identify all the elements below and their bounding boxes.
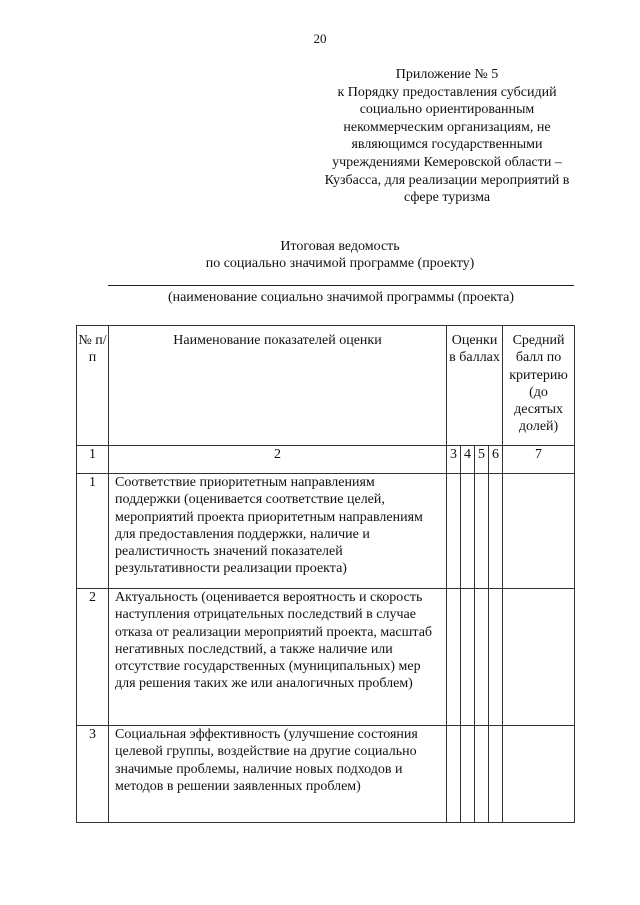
- appendix-line: являющимся государственными: [351, 137, 543, 153]
- program-name-line: [108, 285, 574, 286]
- score-cell[interactable]: [489, 474, 503, 589]
- appendix-line: некоммерческим организациям, не: [343, 119, 551, 135]
- appendix-line: Приложение № 5: [395, 67, 499, 82]
- column-number: 5: [475, 446, 489, 474]
- table-row: [77, 474, 575, 589]
- header-average: Средний балл по критерию (до десятых долей): [503, 326, 575, 446]
- title-line-2: по социально значимой программе (проекту): [205, 256, 475, 271]
- row-indicator: Актуальность (оценивается вероятность и скорость наступления отрицательных последствий в случае отказа от реализации мероприятий проекта, масштаб негативных последствий, а также наличие или отсутствие государственных (муниципальных) мер для решения таких же или аналогичных проблем): [109, 589, 447, 726]
- row-number: 1: [77, 474, 109, 589]
- header-scores: Оценки в баллах: [447, 326, 503, 446]
- average-cell[interactable]: [503, 474, 575, 589]
- score-cell[interactable]: [461, 726, 475, 823]
- evaluation-table: [76, 325, 575, 823]
- column-number: 7: [503, 446, 575, 474]
- header-indicator: Наименование показателей оценки: [109, 326, 447, 446]
- header-num: № п/п: [77, 326, 109, 446]
- average-cell[interactable]: [503, 589, 575, 726]
- table-row: [77, 726, 575, 823]
- score-cell[interactable]: [461, 474, 475, 589]
- score-cell[interactable]: [447, 474, 461, 589]
- appendix-line: сфере туризма: [403, 190, 491, 206]
- appendix-line: учреждениями Кемеровской области –: [332, 154, 562, 170]
- score-cell[interactable]: [447, 726, 461, 823]
- score-cell[interactable]: [475, 474, 489, 589]
- column-number: 2: [109, 446, 447, 474]
- average-cell[interactable]: [503, 726, 575, 823]
- column-number: 1: [77, 446, 109, 474]
- score-cell[interactable]: [489, 589, 503, 726]
- page-number: 20: [313, 31, 327, 46]
- appendix-line: социально ориентированным: [359, 102, 535, 118]
- row-number: 2: [77, 589, 109, 726]
- score-cell[interactable]: [461, 589, 475, 726]
- score-cell[interactable]: [475, 726, 489, 823]
- document-title: [0, 238, 640, 272]
- table-row: [77, 589, 575, 726]
- appendix-line: к Порядку предоставления субсидий: [337, 84, 557, 100]
- score-cell[interactable]: [447, 589, 461, 726]
- score-cell[interactable]: [475, 589, 489, 726]
- column-number: 3: [447, 446, 461, 474]
- program-name-caption: (наименование социально значимой программы (проекта): [167, 290, 515, 305]
- row-indicator: Социальная эффективность (улучшение состояния целевой группы, воздействие на другие социально значимые проблемы, наличие новых подходов и методов в решении заявленных проблем): [109, 726, 447, 823]
- appendix-line: Кузбасса, для реализации мероприятий в: [324, 172, 570, 188]
- row-number: 3: [77, 726, 109, 823]
- score-cell[interactable]: [489, 726, 503, 823]
- column-number: 6: [489, 446, 503, 474]
- column-number: 4: [461, 446, 475, 474]
- appendix-note: [307, 66, 587, 207]
- row-indicator: Соответствие приоритетным направлениям поддержки (оценивается соответствие целей, мероприятий проекта приоритетным направлениям для предоставления поддержки, наличие и реалистичность значений показателей результативности реализации проекта): [109, 474, 447, 589]
- title-line-1: Итоговая ведомость: [280, 239, 400, 254]
- table-header-row: [77, 326, 575, 446]
- column-numbers-row: [77, 446, 575, 474]
